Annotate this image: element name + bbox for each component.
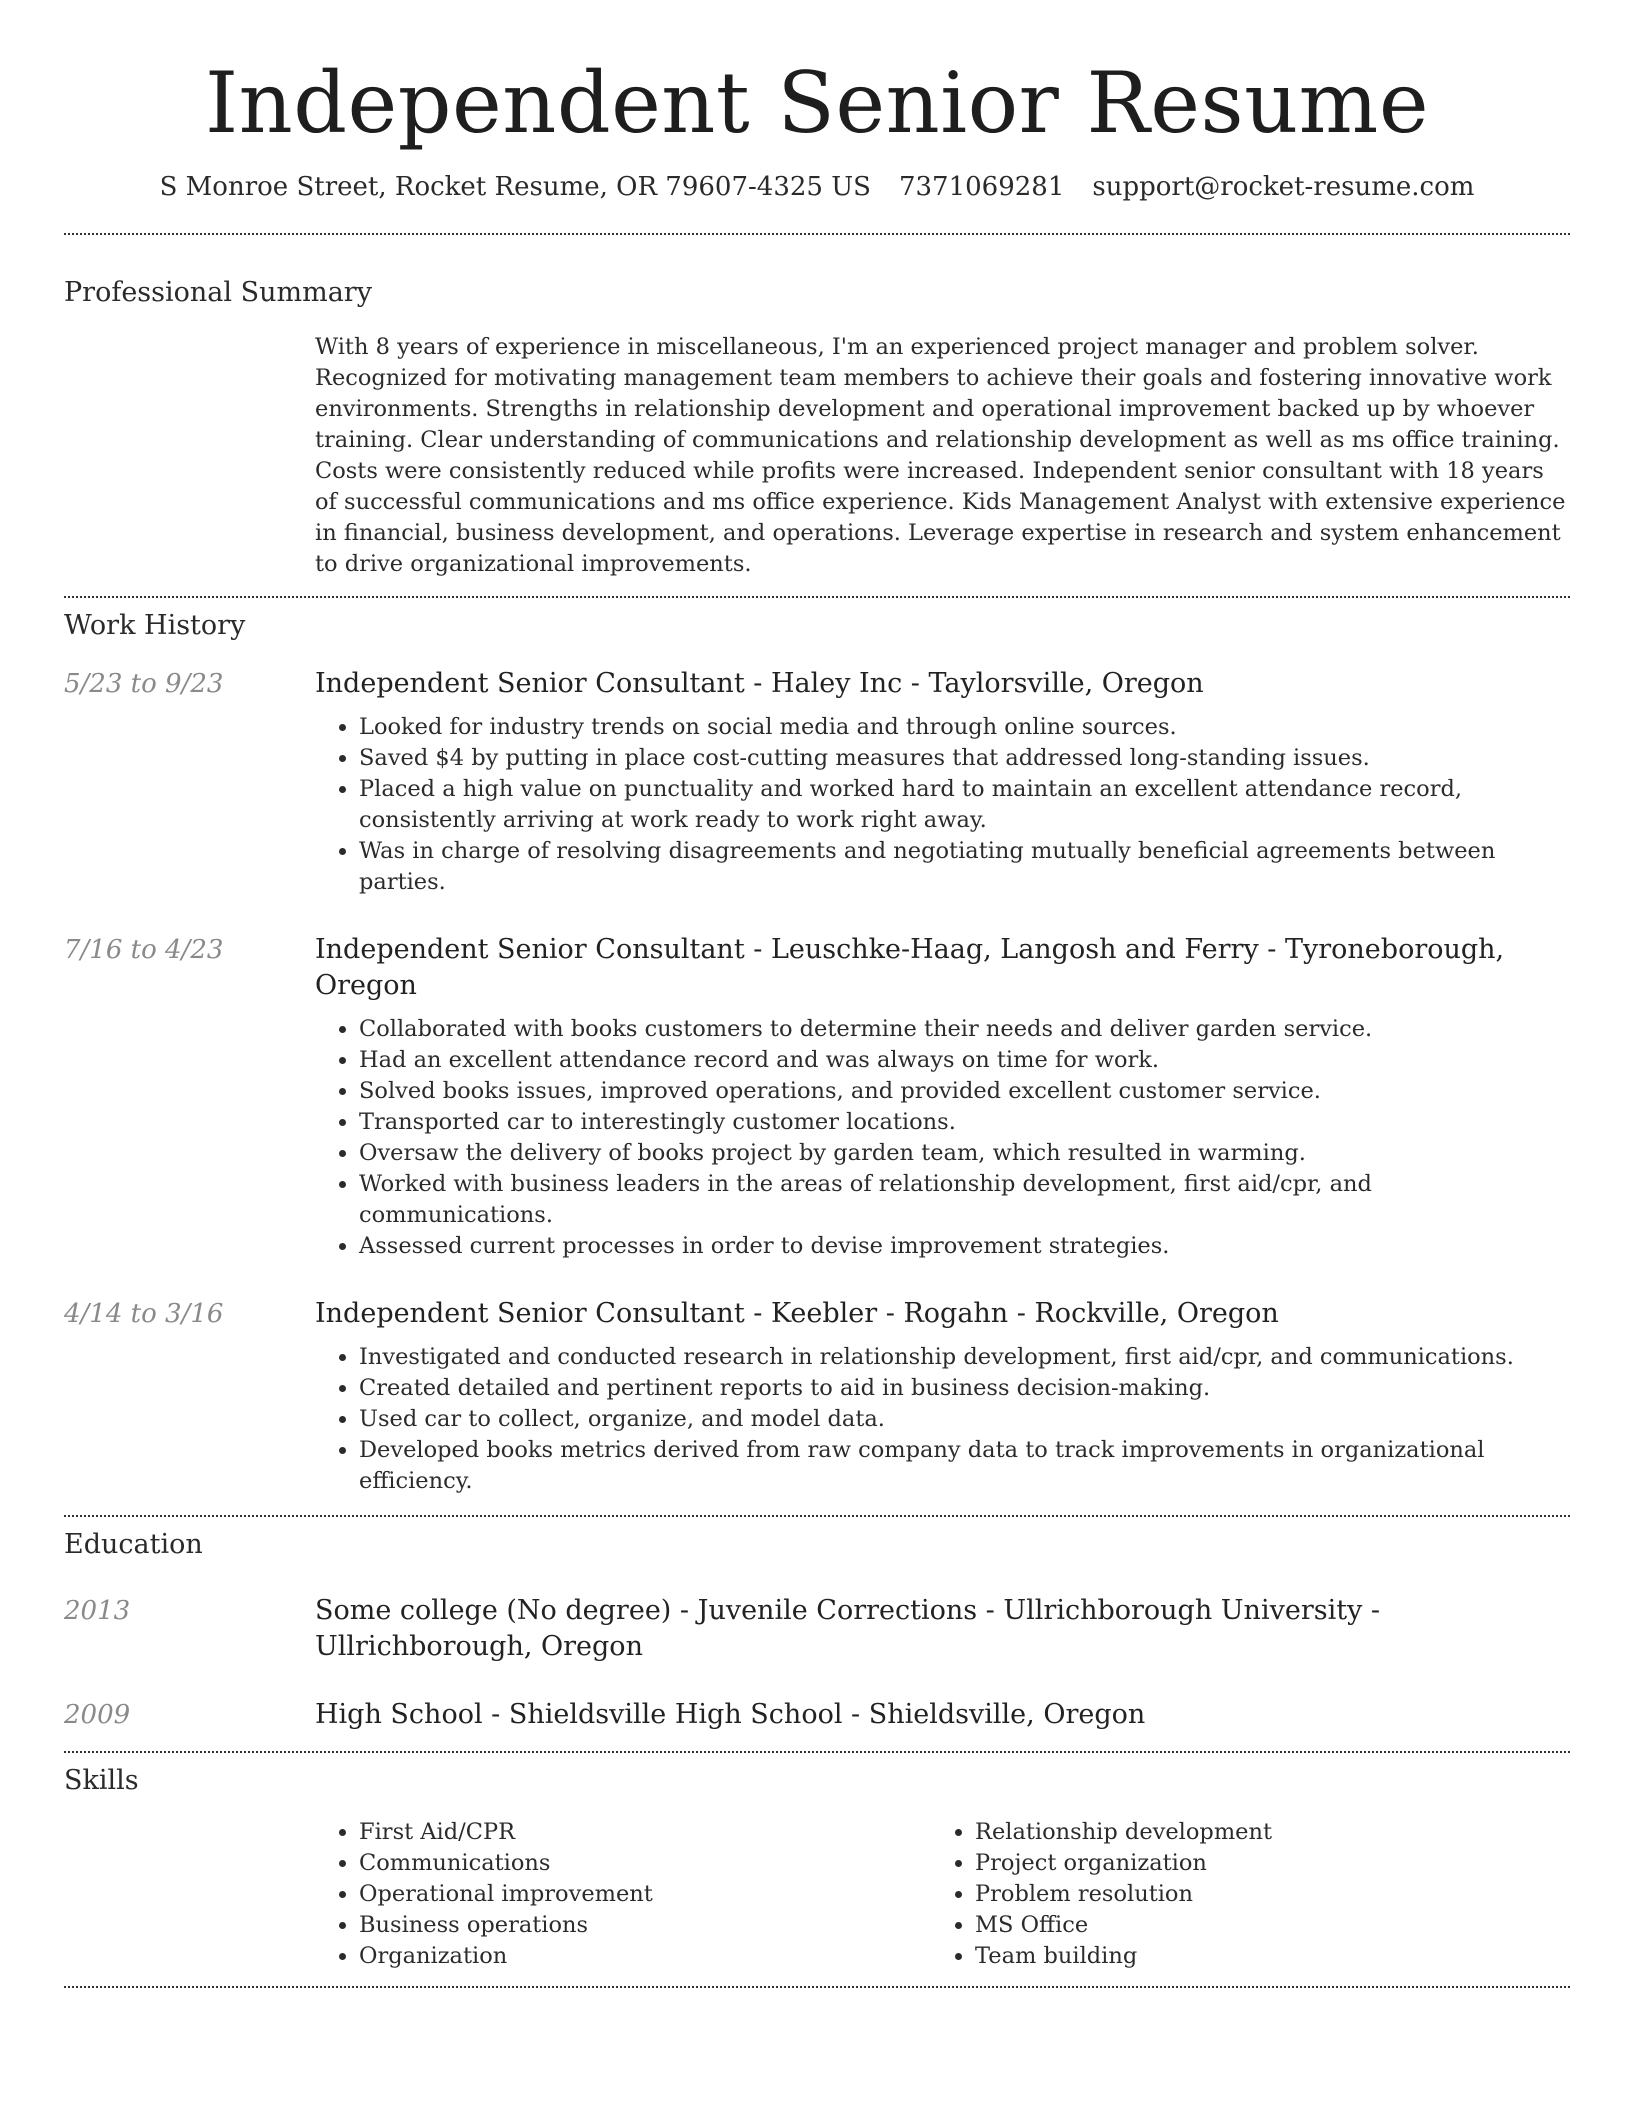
section-title-work: Work History	[64, 610, 246, 641]
job-date: 5/23 to 9/23	[64, 669, 224, 699]
education-degree: Some college (No degree) - Juvenile Corrections - Ullrichborough University - Ullrichborough, Oregon	[315, 1595, 1381, 1662]
section-title-education: Education	[64, 1529, 203, 1560]
job-bullet: • Saved $4 by putting in place cost-cutting measures that addressed long-standing issues.	[359, 743, 1570, 774]
skills-list	[315, 1817, 1570, 1972]
skill-item: • MS Office	[975, 1910, 1547, 1941]
contact-address: S Monroe Street, Rocket Resume, OR 79607-4325 US	[159, 172, 871, 202]
skill-item: • Relationship development	[975, 1817, 1547, 1848]
divider	[64, 1515, 1570, 1517]
skill-item: • Business operations	[359, 1910, 931, 1941]
section-title-skills: Skills	[64, 1765, 139, 1796]
contact-email: support@rocket-resume.com	[1092, 172, 1475, 202]
job-entry	[64, 932, 1570, 1262]
job-bullets	[315, 1342, 1570, 1497]
education-entry	[64, 1593, 1570, 1665]
divider	[64, 1751, 1570, 1753]
skill-item: • Problem resolution	[975, 1879, 1547, 1910]
skill-item: • Team building	[975, 1941, 1547, 1972]
skill-item: • Organization	[359, 1941, 931, 1972]
job-bullet: • Oversaw the delivery of books project by garden team, which resulted in warming.	[359, 1138, 1570, 1169]
job-role: Independent Senior Consultant - Keebler - Rogahn - Rockville, Oregon	[315, 1298, 1279, 1329]
education-degree: High School - Shieldsville High School - Shieldsville, Oregon	[315, 1699, 1146, 1730]
job-bullet: • Worked with business leaders in the areas of relationship development, first aid/cpr, and communications.	[359, 1169, 1570, 1231]
education-year: 2013	[64, 1596, 131, 1626]
job-bullets	[315, 1014, 1570, 1262]
job-role: Independent Senior Consultant - Haley Inc - Taylorsville, Oregon	[315, 668, 1204, 699]
job-bullet: • Was in charge of resolving disagreements and negotiating mutually beneficial agreements between parties.	[359, 836, 1570, 898]
contact-phone: 7371069281	[898, 172, 1065, 202]
job-bullet: • Created detailed and pertinent reports to aid in business decision-making.	[359, 1373, 1570, 1404]
contact-line	[64, 169, 1570, 205]
job-bullet: • Solved books issues, improved operations, and provided excellent customer service.	[359, 1076, 1570, 1107]
resume-name: Independent Senior Resume	[204, 54, 1430, 152]
divider	[64, 596, 1570, 598]
job-bullets	[315, 712, 1570, 898]
job-date: 7/16 to 4/23	[64, 935, 224, 965]
job-entry	[64, 666, 1570, 898]
education-year: 2009	[64, 1700, 131, 1730]
job-bullet: • Had an excellent attendance record and was always on time for work.	[359, 1045, 1570, 1076]
job-bullet: • Assessed current processes in order to devise improvement strategies.	[359, 1231, 1570, 1262]
job-bullet: • Developed books metrics derived from raw company data to track improvements in organizational efficiency.	[359, 1435, 1570, 1497]
job-entry	[64, 1296, 1570, 1497]
skills-column-right	[931, 1817, 1547, 1972]
job-role: Independent Senior Consultant - Leuschke-Haag, Langosh and Ferry - Tyroneborough, Oregon	[315, 934, 1505, 1001]
skill-item: • Operational improvement	[359, 1879, 931, 1910]
skill-item: • Communications	[359, 1848, 931, 1879]
job-date: 4/14 to 3/16	[64, 1299, 224, 1329]
resume-page	[64, 0, 1570, 1988]
job-bullet: • Transported car to interestingly customer locations.	[359, 1107, 1570, 1138]
job-bullet: • Used car to collect, organize, and model data.	[359, 1404, 1570, 1435]
job-bullet: • Looked for industry trends on social media and through online sources.	[359, 712, 1570, 743]
job-bullet: • Investigated and conducted research in relationship development, first aid/cpr, and communications.	[359, 1342, 1570, 1373]
skill-item: • Project organization	[975, 1848, 1547, 1879]
divider	[64, 1986, 1570, 1988]
education-entry	[64, 1697, 1570, 1733]
skills-column-left	[315, 1817, 931, 1972]
job-bullet: • Collaborated with books customers to determine their needs and deliver garden service.	[359, 1014, 1570, 1045]
job-bullet: • Placed a high value on punctuality and worked hard to maintain an excellent attendance record, consistently arriving at work ready to work right away.	[359, 774, 1570, 836]
summary-text: With 8 years of experience in miscellaneous, I'm an experienced project manager and problem solver. Recognized for motivating management team members to achieve their goals and fostering innovative work environments. Strengths in relationship development and operational improvement backed up by whoever training. Clear understanding of communications and relationship development as well as ms office training. Costs were consistently reduced while profits were increased. Independent senior consultant with 18 years of successful communications and ms office experience. Kids Management Analyst with extensive experience in financial, business development, and operations. Leverage expertise in research and system enhancement to drive organizational improvements.	[315, 334, 1566, 577]
divider	[64, 233, 1570, 235]
section-title-summary: Professional Summary	[64, 277, 372, 308]
skill-item: • First Aid/CPR	[359, 1817, 931, 1848]
